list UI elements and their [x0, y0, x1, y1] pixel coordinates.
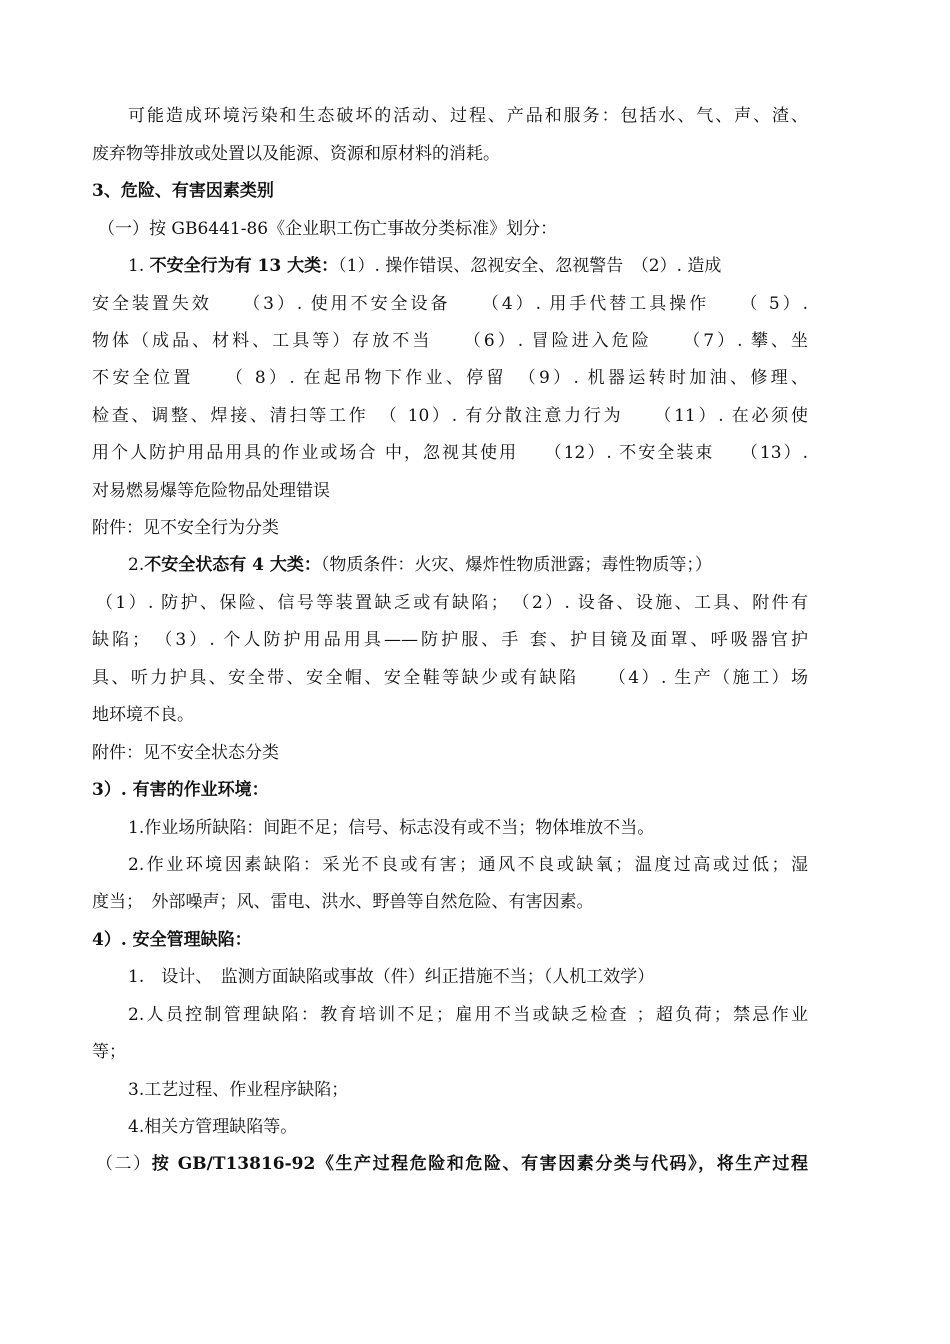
paragraph-line: 用个人防护用品用具的作业或场合 中，忽视其使用 （12）. 不安全装束 （13）. — [92, 443, 808, 463]
paragraph-line: 4.相关方管理缺陷等。 — [128, 1117, 298, 1137]
paragraph-line: 安全装置失效 （3）. 使用不安全设备 （4）. 用手代替工具操作 （ 5）. — [92, 294, 808, 314]
paragraph-line: 等； — [92, 1042, 126, 1062]
paragraph-line: 3.工艺过程、作业程序缺陷； — [128, 1080, 349, 1100]
paragraph-line: 对易燃易爆等危险物品处理错误 — [92, 481, 330, 501]
paragraph-line: 可能造成环境污染和生态破坏的活动、过程、产品和服务：包括水、气、声、渣、 — [128, 106, 808, 126]
attachment-note: 附件：见不安全行为分类 — [92, 518, 279, 538]
paragraph-line: 1. 设计、 监测方面缺陷或事故（件）纠正措施不当；（人机工效学） — [128, 967, 655, 987]
paragraph-line: 2.人员控制管理缺陷：教育培训不足；雇用不当或缺乏检查 ；超负荷；禁忌作业 — [128, 1005, 808, 1025]
paragraph-line: 2.作业环境因素缺陷：采光不良或有害；通风不良或缺氧；温度过高或过低；湿 — [128, 855, 808, 875]
paragraph-line: 地环境不良。 — [92, 705, 194, 725]
paragraph-line: 物体（成品、材料、工具等）存放不当 （6）. 冒险进入危险 （7）. 攀、坐 — [92, 331, 808, 351]
item-heading: 不安全状态有 4 大类： — [144, 555, 321, 575]
paragraph-line — [128, 553, 808, 577]
subsection-number: （二） — [96, 1154, 152, 1174]
section-heading: 3）. 有害的作业环境： — [92, 780, 269, 800]
item-text: （1）. 操作错误、忽视安全、忽视警告 （2）. 造成 — [338, 256, 722, 276]
paragraph-line: 缺陷； （3）. 个人防护用品用具——防护服、手 套、护目镜及面罩、呼吸器官护 — [92, 630, 808, 650]
paragraph-line: 1.作业场所缺陷：间距不足；信号、标志没有或不当；物体堆放不当。 — [128, 818, 655, 838]
section-heading: 4）. 安全管理缺陷： — [92, 930, 252, 950]
subsection-heading — [96, 1152, 808, 1176]
subsection-heading: （一）按 GB6441-86《企业职工伤亡事故分类标准》划分： — [98, 219, 558, 239]
paragraph-line: 废弃物等排放或处置以及能源、资源和原材料的消耗。 — [92, 144, 500, 164]
paragraph-line — [128, 254, 808, 278]
section-heading: 3、危险、有害因素类别 — [92, 181, 274, 201]
attachment-note: 附件：见不安全状态分类 — [92, 743, 279, 763]
subsection-title: 按 GB/T13816-92《生产过程危险和危险、有害因素分类与代码》，将生产过程 — [151, 1154, 808, 1174]
paragraph-line: 检查、调整、焊接、清扫等工作 （ 10）. 有分散注意力行为 （11）. 在必须使 — [92, 406, 808, 426]
paragraph-line: 不安全位置 （ 8）. 在起吊物下作业、停留 （9）. 机器运转时加油、修理、 — [92, 368, 808, 388]
item-number: 1. — [128, 256, 150, 276]
paragraph-line: 具、听力护具、安全带、安全帽、安全鞋等缺少或有缺陷 （4）. 生产（施工）场 — [92, 668, 808, 688]
item-number: 2. — [128, 555, 145, 575]
paragraph-line: （1）. 防护、保险、信号等装置缺乏或有缺陷； （2）. 设备、设施、工具、附件有 — [96, 593, 808, 613]
paragraph-line: 度当； 外部噪声；风、雷电、洪水、野兽等自然危险、有害因素。 — [92, 892, 594, 912]
item-heading: 不安全行为有 13 大类： — [149, 256, 339, 276]
item-text: （物质条件：火灾、爆炸性物质泄露；毒性物质等；） — [320, 555, 712, 575]
